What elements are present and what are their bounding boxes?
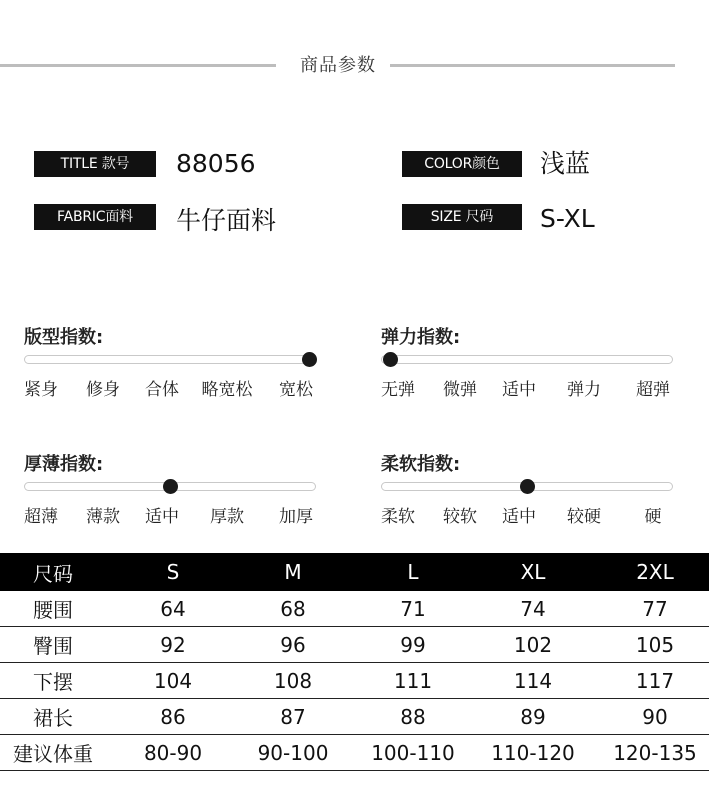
fit-option: 略宽松 — [201, 380, 253, 400]
value-cell: L — [407, 560, 419, 584]
param-title-tag: TITLE 款号 — [34, 151, 156, 177]
table-header-row — [0, 553, 709, 591]
elasticity-index-label: 弹力指数: — [381, 327, 461, 348]
param-title-value: 88056 — [176, 149, 256, 178]
value-cell: 102 — [513, 632, 553, 657]
softness-option: 适中 — [502, 507, 536, 527]
value-cell: 108 — [273, 668, 313, 693]
softness-index — [381, 450, 681, 530]
table-row — [0, 627, 709, 663]
row-label-cell: 尺码 — [33, 561, 73, 586]
row-label-cell: 臀围 — [33, 634, 73, 658]
param-fabric — [34, 202, 334, 235]
elasticity-index-track — [381, 355, 673, 364]
header-divider-right — [390, 64, 675, 67]
row-label-cell: 腰围 — [33, 598, 73, 622]
value-cell: 68 — [280, 596, 306, 621]
elasticity-option: 无弹 — [381, 380, 415, 400]
softness-option: 柔软 — [381, 507, 415, 527]
fit-option: 紧身 — [24, 380, 58, 400]
param-size — [402, 202, 702, 232]
thickness-option: 适中 — [145, 507, 179, 527]
value-cell: 117 — [635, 668, 675, 693]
value-cell: 110-120 — [491, 740, 575, 765]
table-row — [0, 735, 709, 771]
param-color-value: 浅蓝 — [540, 149, 591, 178]
thickness-option: 薄款 — [86, 507, 120, 527]
size-table — [0, 553, 709, 771]
value-cell: 100-110 — [371, 740, 455, 765]
param-size-value: S-XL — [540, 204, 595, 233]
header-divider-left — [0, 64, 276, 67]
value-cell: 120-135 — [613, 740, 697, 765]
value-cell: 90 — [642, 704, 668, 729]
value-cell: 104 — [153, 668, 193, 693]
value-cell: XL — [520, 560, 546, 584]
value-cell: 77 — [642, 596, 668, 621]
value-cell: M — [284, 560, 302, 584]
param-fabric-tag: FABRIC面料 — [34, 204, 156, 230]
value-cell: 99 — [400, 632, 426, 657]
value-cell: 74 — [520, 596, 546, 621]
fit-index-label: 版型指数: — [24, 327, 104, 348]
thickness-option: 超薄 — [24, 507, 58, 527]
value-cell: 111 — [393, 668, 433, 693]
fit-option: 合体 — [145, 380, 179, 400]
value-cell: 64 — [160, 596, 186, 621]
table-row — [0, 591, 709, 627]
value-cell: 96 — [280, 632, 306, 657]
softness-index-label: 柔软指数: — [381, 454, 461, 475]
value-cell: S — [166, 560, 180, 584]
softness-option: 较软 — [443, 507, 477, 527]
elasticity-index-knob — [383, 352, 398, 367]
value-cell: 89 — [520, 704, 546, 729]
fit-index-knob — [302, 352, 317, 367]
table-row — [0, 699, 709, 735]
softness-option: 较硬 — [567, 507, 601, 527]
row-label-cell: 建议体重 — [13, 742, 93, 766]
param-fabric-value: 牛仔面料 — [176, 206, 277, 235]
thickness-index-label: 厚薄指数: — [24, 454, 104, 475]
elasticity-option: 超弹 — [636, 380, 670, 400]
value-cell: 105 — [635, 632, 675, 657]
elasticity-option: 弹力 — [567, 380, 601, 400]
value-cell: 87 — [280, 704, 306, 729]
value-cell: 86 — [160, 704, 186, 729]
param-color — [402, 149, 702, 179]
table-row — [0, 663, 709, 699]
fit-option: 宽松 — [279, 380, 313, 400]
fit-option: 修身 — [86, 380, 120, 400]
fit-index — [24, 323, 324, 403]
value-cell: 92 — [160, 632, 186, 657]
row-label-cell: 下摆 — [33, 670, 73, 694]
thickness-index-knob — [163, 479, 178, 494]
fit-index-track — [24, 355, 316, 364]
softness-index-knob — [520, 479, 535, 494]
value-cell: 90-100 — [257, 740, 329, 765]
elasticity-index — [381, 323, 681, 403]
elasticity-option: 适中 — [502, 380, 536, 400]
elasticity-option: 微弹 — [443, 380, 477, 400]
thickness-option: 加厚 — [279, 507, 313, 527]
section-header — [0, 48, 709, 82]
value-cell: 88 — [400, 704, 426, 729]
thickness-index — [24, 450, 324, 530]
value-cell: 80-90 — [143, 740, 203, 765]
softness-option: 硬 — [644, 507, 662, 527]
param-size-tag: SIZE 尺码 — [402, 204, 522, 230]
thickness-option: 厚款 — [210, 507, 244, 527]
param-color-tag: COLOR颜色 — [402, 151, 522, 177]
param-title — [34, 149, 334, 179]
value-cell: 2XL — [636, 560, 674, 584]
value-cell: 71 — [400, 596, 426, 621]
section-title: 商品参数 — [300, 55, 376, 76]
row-label-cell: 裙长 — [33, 706, 73, 730]
value-cell: 114 — [513, 668, 553, 693]
